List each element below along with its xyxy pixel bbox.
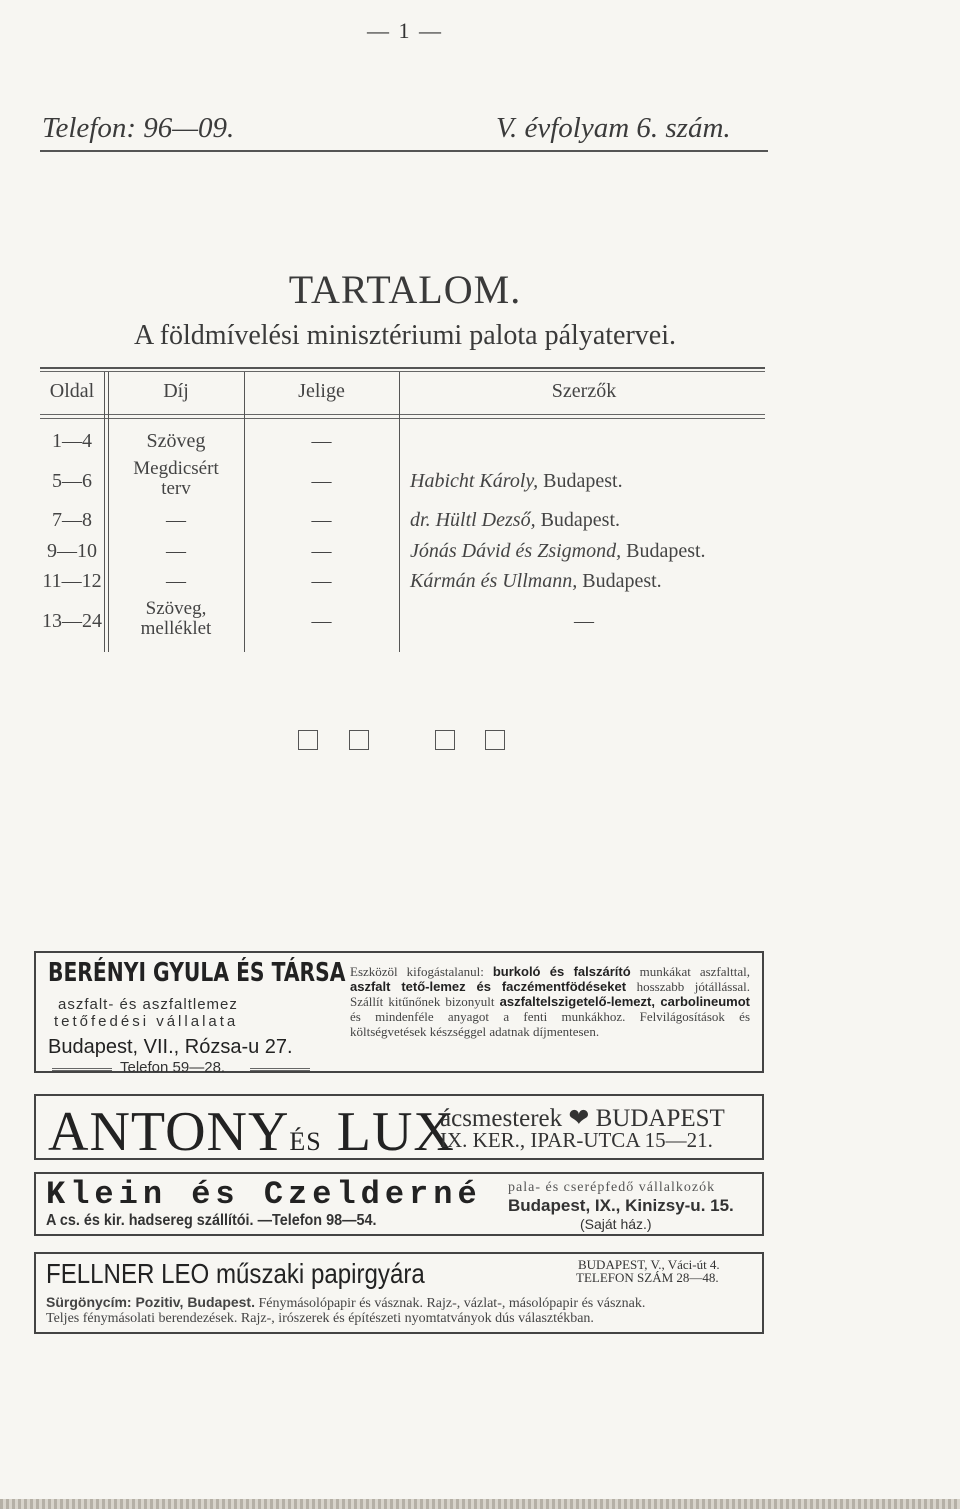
table-header-jelige: Jelige <box>298 380 345 402</box>
table-header-szerzok: Szerzők <box>551 380 617 402</box>
page-number: — 1 — <box>367 18 443 43</box>
ad-berenyi-rule <box>52 1068 112 1071</box>
table-cell-dij: — <box>166 509 186 531</box>
ad-berenyi-phone: Telefon 59—28. <box>120 1059 226 1076</box>
author-place: Budapest. <box>540 509 621 531</box>
table-cell-szerzo: — <box>574 610 594 632</box>
desc-text: Eszközöl kifogástalanul: <box>350 964 484 979</box>
ad-berenyi-rule <box>250 1068 310 1071</box>
table-header-dij: Díj <box>163 380 189 402</box>
desc-bold: aszfaltelszigetelő-lemezt, carbolineumot <box>499 994 750 1009</box>
desc-bold: burkoló és falszárító <box>492 964 631 979</box>
table-cell-oldal: 1—4 <box>52 430 92 452</box>
name-part: ANTONY <box>48 1101 290 1163</box>
table-header-rule-thin <box>40 418 765 419</box>
products-text: Fénymásolópapir és vásznak. Rajz-, vázlat-, másolópapir és vásznak. <box>258 1296 646 1311</box>
header-volume: V. évfolyam 6. szám. <box>496 112 731 144</box>
author-place: Budapest. <box>582 570 662 592</box>
page-title: TARTALOM. <box>288 267 522 312</box>
table-cell-dij: — <box>166 540 186 562</box>
table-cell-oldal: 13—24 <box>42 610 102 632</box>
ad-klein-sub: A cs. és kir. hadsereg szállítói. —Telefon 98—54. <box>46 1212 377 1229</box>
author-name: Kármán és Ullmann, <box>410 570 578 592</box>
ad-antony-name <box>48 1101 455 1170</box>
table-cell-jelige: — <box>311 610 332 632</box>
ornament-square <box>485 730 505 750</box>
table-header-oldal: Oldal <box>49 380 95 402</box>
ad-fellner-name: FELLNER LEO műszaki papirgyára <box>46 1258 425 1289</box>
table-cell-jelige: — <box>311 470 332 492</box>
table-cell-dij: Szöveg <box>146 430 206 452</box>
author-name: dr. Hültl Dezső, <box>410 509 536 531</box>
ad-berenyi-name: BERÉNYI GYULA ÉS TÁRSA <box>48 958 346 988</box>
ad-klein-own-house: (Saját ház.) <box>580 1216 652 1232</box>
table-cell-oldal: 5—6 <box>52 470 92 492</box>
ornament-square <box>298 730 318 750</box>
ad-antony-address: IX. KER., IPAR-UTCA 15—21. <box>440 1128 713 1152</box>
ad-fellner-phone: TELEFON SZÁM 28—48. <box>576 1270 719 1285</box>
table-header-rule <box>40 414 765 415</box>
table-top-rule-thin <box>40 371 765 372</box>
name-part: LUX <box>336 1101 455 1163</box>
table-cell-jelige: — <box>311 430 332 452</box>
scan-edge-strip <box>0 1499 960 1509</box>
desc-text: hosszabb jótállással. Szállít kitűnőnek bizonyult <box>350 979 751 1009</box>
author-place: Budapest. <box>626 540 706 562</box>
ad-antony-trade: ácsmesterek ❤ BUDAPEST <box>440 1105 725 1132</box>
table-cell-dij-l2: terv <box>161 478 191 499</box>
table-cell-szerzo <box>410 509 620 532</box>
ad-berenyi-description <box>350 964 750 1039</box>
table-cell-szerzo <box>410 470 623 493</box>
header-rule <box>40 150 768 152</box>
ornament-square <box>435 730 455 750</box>
telegraph-address: Sürgönycím: Pozitiv, Budapest. <box>46 1294 255 1310</box>
table-cell-oldal: 7—8 <box>52 509 92 531</box>
ornament-square <box>349 730 369 750</box>
table-cell-szerzo <box>410 570 662 593</box>
table-cell-dij-l2: melléklet <box>140 618 212 639</box>
table-cell-dij-l1: Szöveg, <box>145 598 207 619</box>
table-cell-oldal: 11—12 <box>42 570 102 592</box>
table-cell-dij-l1: Megdicsért <box>133 458 219 479</box>
desc-bold: aszfalt tető-lemez és faczémentfödéseket <box>350 979 627 994</box>
ad-klein-address: Budapest, IX., Kinizsy-u. 15. <box>508 1196 734 1215</box>
ad-berenyi-line2: tetőfedési vállalata <box>54 1013 239 1030</box>
table-top-rule <box>40 367 765 369</box>
page-subtitle: A földmívelési minisztériumi palota pályatervei. <box>134 320 676 351</box>
ad-klein-trade: pala- és cserépfedő vállalkozók <box>508 1180 716 1195</box>
name-part: ÉS <box>289 1127 322 1156</box>
table-cell-jelige: — <box>311 540 332 562</box>
table-cell-oldal: 9—10 <box>47 540 97 562</box>
ad-berenyi-address: Budapest, VII., Rózsa-u 27. <box>48 1036 293 1058</box>
author-place: Budapest. <box>543 470 623 492</box>
desc-text: munkákat aszfalttal, <box>639 964 750 979</box>
author-name: Jónás Dávid és Zsigmond, <box>410 540 622 562</box>
table-cell-szerzo <box>410 540 706 563</box>
ad-berenyi-line1: aszfalt- és aszfaltlemez <box>58 996 238 1013</box>
ad-klein-name: Klein és Czelderné <box>46 1176 482 1213</box>
ad-fellner-line3: Teljes fénymásolati berendezések. Rajz-, irószerek és építészeti nyomtatványok dús választékban. <box>46 1311 594 1326</box>
header-phone: Telefon: 96—09. <box>42 112 235 144</box>
author-name: Habicht Károly, <box>410 470 539 492</box>
table-cell-jelige: — <box>311 570 332 592</box>
ad-fellner-address: BUDAPEST, V., Váci-út 4. <box>578 1257 720 1272</box>
desc-text: és mindenféle anyagot a fenti munkákhoz. Felvilágosítások és költségvetések készséggel adatnak díjmentesen. <box>350 1009 750 1039</box>
ad-fellner-line2 <box>46 1294 645 1312</box>
table-cell-dij: — <box>166 570 186 592</box>
table-cell-jelige: — <box>311 509 332 531</box>
table-col-divider <box>104 372 105 652</box>
